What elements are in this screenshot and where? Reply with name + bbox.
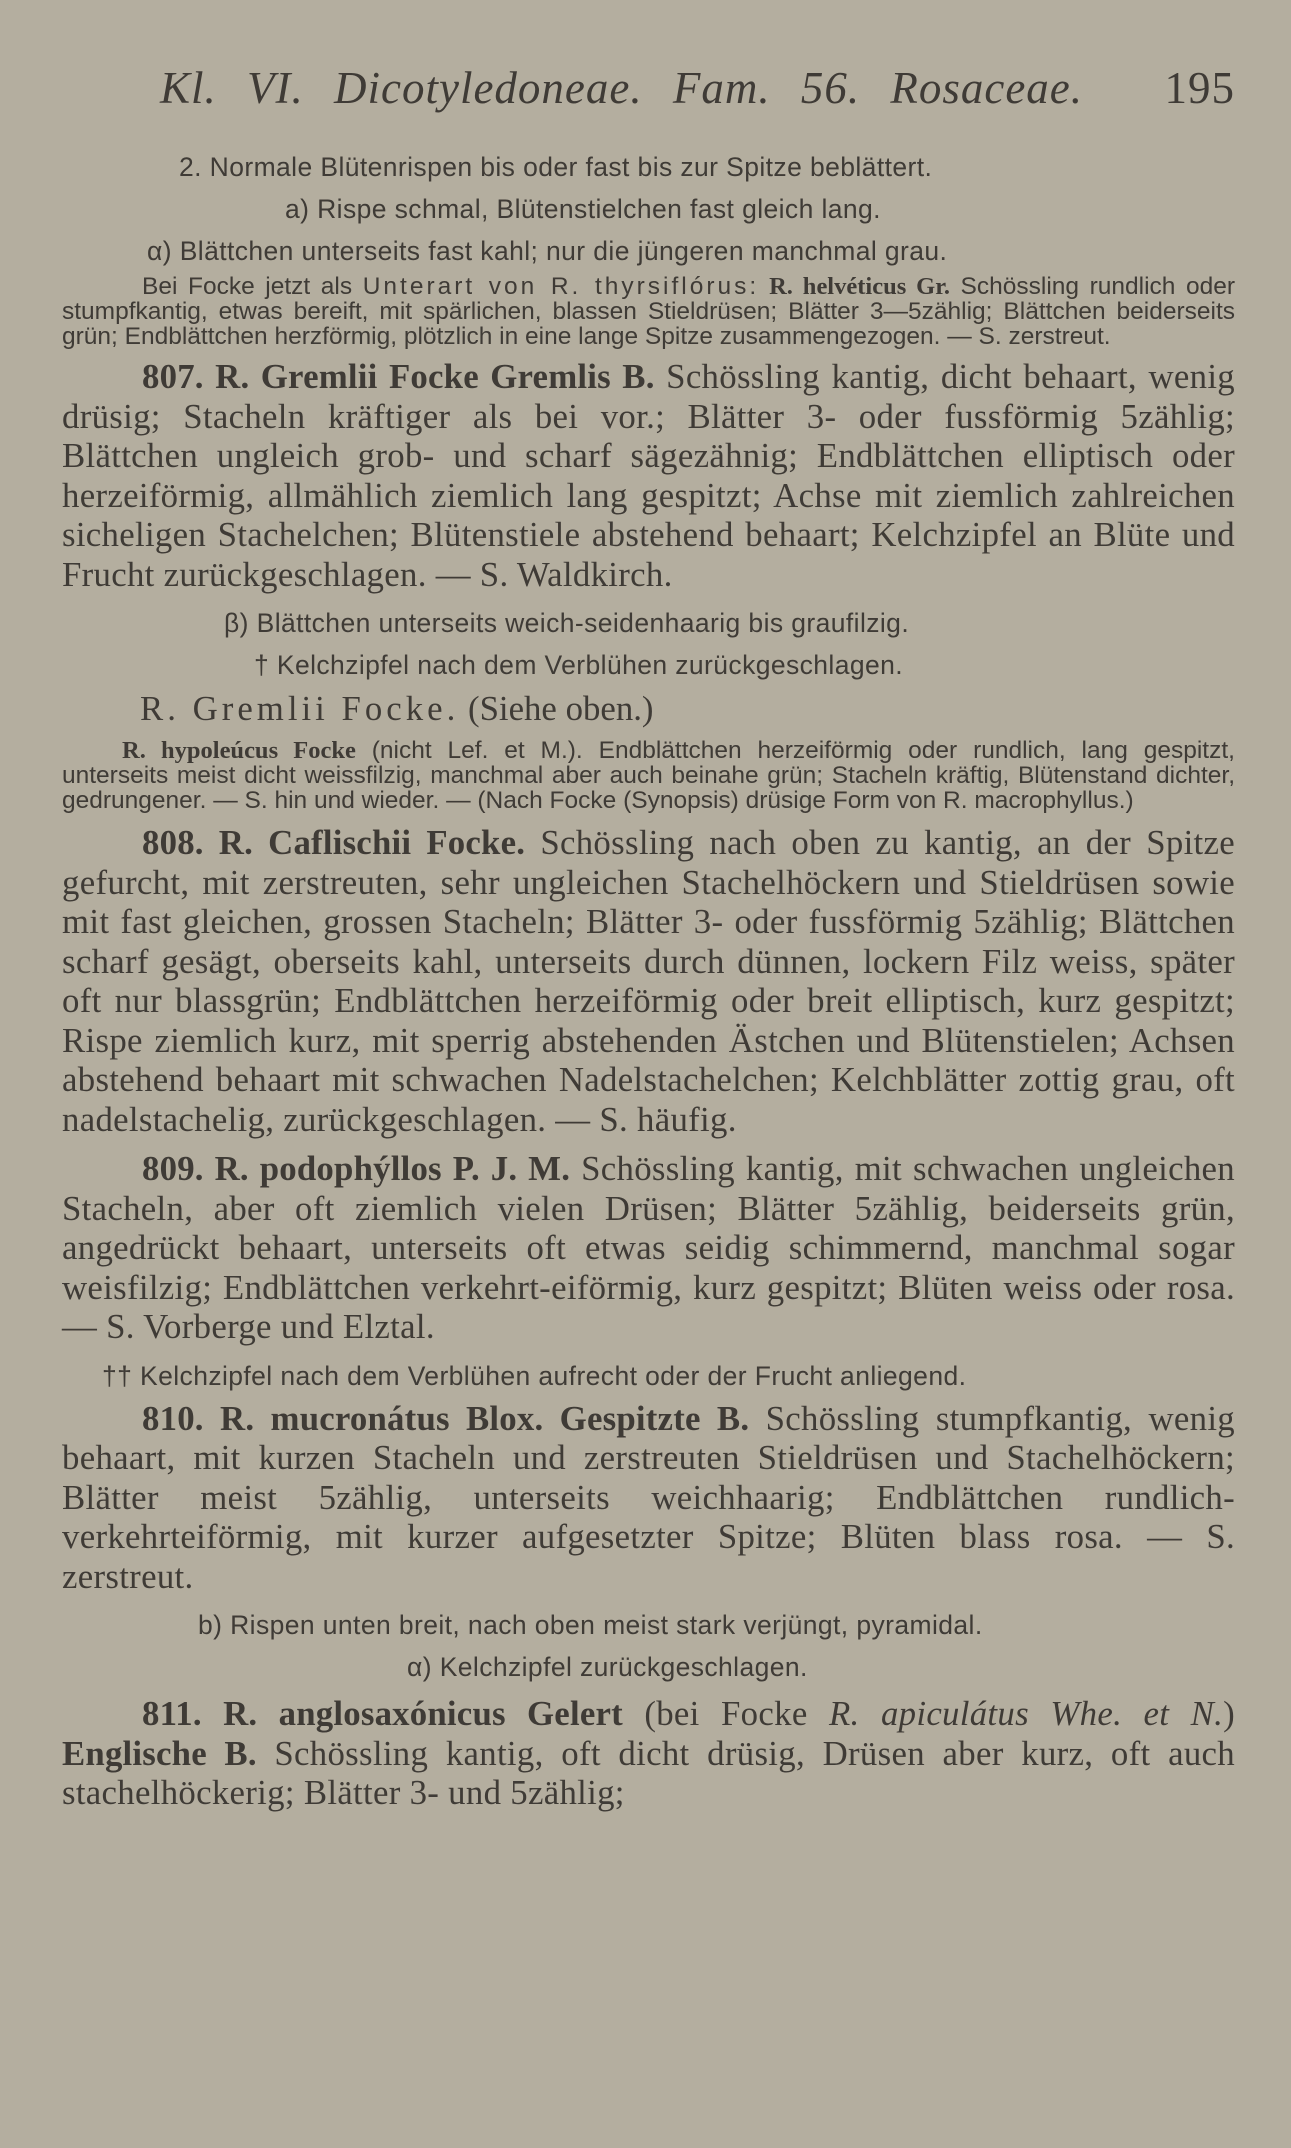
header-title: Kl. VI. Dicotyledoneae. Fam. 56. Rosaceae. <box>160 63 1084 113</box>
entry-808-name: 808. R. Caflischii Focke. <box>142 823 526 862</box>
entry-811-text: Schössling kantig, oft dicht drüsig, Drüsen aber kurz, oft auch stachelhöckerig; Blätter 3- und 5zählig; <box>62 1733 1235 1812</box>
entry-811 <box>62 1694 1235 1813</box>
entry-810-name: 810. R. mucronátus Blox. Gespitzte B. <box>142 1398 750 1438</box>
note-helveticus-text: Schössling rundlich oder stumpfkantig, etwas bereift, mit spärlichen, blassen Stieldrüsen; Blätter 3—5zählig; Blättchen beiderseits grün; Endblättchen herzförmig, plötzlich in eine lange Spitze zusammengezogen. — S. zerstreut. <box>62 273 1235 350</box>
note-helveticus-lead: Bei Focke jetzt als <box>142 273 363 300</box>
entry-807-name: 807. R. Gremlii Focke Gremlis B. <box>142 357 655 396</box>
key-dagger: † Kelchzipfel nach dem Verblühen zurückgeschlagen. <box>254 650 904 680</box>
key-double-dagger: †† Kelchzipfel nach dem Verblühen aufrecht oder der Frucht anliegend. <box>102 1360 967 1391</box>
key-2: 2. Normale Blütenrispen bis oder fast bis zur Spitze beblättert. <box>179 152 933 182</box>
note-helveticus <box>62 274 1235 349</box>
entry-810-text: Schössling stumpfkantig, wenig behaart, mit kurzen Stacheln und zerstreuten Stieldrüsen und Stachelhöckern; Blätter meist 5zählig, unterseits weichhaarig; Endblättchen rundlich-verkehrteiförmig, mit kurzer aufgesetzter Spitze; Blüten blass rosa. — S. zerstreut. <box>62 1398 1235 1596</box>
entry-807 <box>62 357 1235 594</box>
key-beta: β) Blättchen unterseits weich-seidenhaarig bis graufilzig. <box>224 608 910 638</box>
running-header <box>160 62 1235 114</box>
page-number: 195 <box>1164 63 1235 113</box>
entry-808-text: Schössling nach oben zu kantig, an der Spitze gefurcht, mit zerstreuten, sehr ungleichen Stachelhöckern und Stieldrüsen sowie mit fast gleichen, grossen Stacheln; Blätter 3- oder fussförmig 5zählig; Blättchen scharf gesägt, oberseits kahl, unterseits durch dünnen, lockern Filz weiss, später oft nur blassgrün; Endblättchen herzeiförmig oder breit elliptisch, kurz gespitzt; Rispe ziemlich kurz, mit sperrig abstehenden Ästchen und Blütenstielen; Achsen abstehend behaart mit schwachen Nadelstachelchen; Kelchblätter zottig grau, oft nadelstachelig, zurückgeschlagen. — S. häufig. <box>62 823 1236 1139</box>
gremlii-reference <box>62 688 1235 730</box>
note-hypoleucus-text: (nicht Lef. et M.). Endblättchen herzeiförmig oder rundlich, lang gespitzt, unterseits meist dicht weissfilzig, manchmal aber auch beinahe grün; Stacheln kräftig, Blütenstand dichter, gedrungener. — S. hin und wieder. — (Nach Focke (Synopsis) drüsige Form von R. macrophyllus.) <box>62 737 1235 814</box>
key-alpha-2: α) Kelchzipfel zurückgeschlagen. <box>407 1652 808 1682</box>
note-helveticus-spaced: Unterart von R. thyrsiflórus: <box>362 273 760 300</box>
key-2b: b) Rispen unten breit, nach oben meist stark verjüngt, pyramidal. <box>198 1610 983 1640</box>
note-hypoleucus-name: R. hypoleúcus Focke <box>122 737 356 764</box>
entry-807-text: Schössling kantig, dicht behaart, wenig drüsig; Stacheln kräftiger als bei vor.; Blätter 3- oder fussförmig 5zählig; Blättchen ungleich grob- und scharf sägezähnig; Endblättchen elliptisch oder herzeiförmig, allmählich ziemlich lang gespitzt; Achse mit ziemlich zahlreichen sicheligen Stachelchen; Blütenstiele abstehend behaart; Kelchzipfel an Blüte und Frucht zurückgeschlagen. — S. Waldkirch. <box>62 357 1235 594</box>
entry-810 <box>62 1399 1235 1597</box>
key-alpha: α) Blättchen unterseits fast kahl; nur die jüngeren manchmal grau. <box>147 236 948 266</box>
entry-811-name: 811. R. anglosaxónicus Gelert <box>142 1694 623 1733</box>
note-hypoleucus <box>62 738 1235 813</box>
entry-808 <box>62 823 1235 1139</box>
entry-811-paren-close: ) <box>1223 1694 1236 1733</box>
page-body <box>62 148 1235 1823</box>
entry-809-name: 809. R. podophýllos P. J. M. <box>142 1149 571 1188</box>
entry-811-paren-lead: (bei Focke <box>622 1694 829 1733</box>
key-2a: a) Rispe schmal, Blütenstielchen fast gleich lang. <box>285 194 881 224</box>
gremlii-reference-note: (Siehe oben.) <box>459 689 654 728</box>
entry-811-name2: Englische B. <box>62 1733 257 1773</box>
entry-809 <box>62 1149 1235 1347</box>
entry-809-text: Schössling kantig, mit schwachen ungleichen Stacheln, aber oft ziemlich vielen Drüsen; Blätter 5zählig, beiderseits grün, angedrückt behaart, unterseits oft etwas seidig schimmernd, manchmal sogar weisfilzig; Endblättchen verkehrt-eiförmig, kurz gespitzt; Blüten weiss oder rosa. — S. Vorberge und Elztal. <box>62 1149 1235 1346</box>
entry-811-paren-italic: R. apiculátus Whe. et N. <box>828 1694 1224 1733</box>
gremlii-reference-name: R. Gremlii Focke. <box>140 689 460 728</box>
note-helveticus-name: R. helvéticus Gr. <box>759 273 950 300</box>
